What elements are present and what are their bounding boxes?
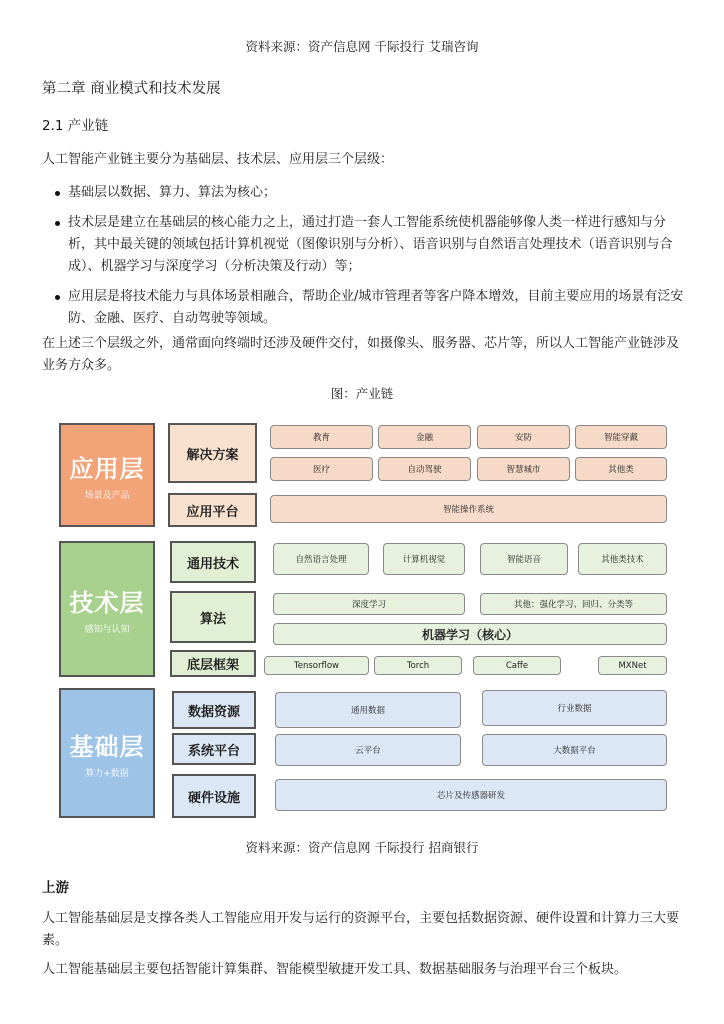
solution-item: 智能穿戴 <box>575 425 667 449</box>
tech-layer-block <box>59 541 155 677</box>
solution-item: 自动驾驶 <box>378 457 471 481</box>
intro-text: 人工智能产业链主要分为基础层、技术层、应用层三个层级： <box>42 152 394 167</box>
platform-item: 智能操作系统 <box>270 495 667 523</box>
solution-item: 其他类 <box>575 457 667 481</box>
cat-hardware: 硬件设施 <box>172 774 256 818</box>
solution-item: 安防 <box>477 425 570 449</box>
chapter-title: 第二章 商业模式和技术发展 <box>42 81 221 97</box>
cat-framework: 底层框架 <box>170 650 256 677</box>
solution-item: 医疗 <box>270 457 373 481</box>
app-layer-subtitle: 场景及产品 <box>84 491 130 501</box>
bullet-list <box>42 182 686 338</box>
algorithm-item: 深度学习 <box>273 593 465 615</box>
solution-item: 金融 <box>378 425 471 449</box>
general-tech-item: 智能语音 <box>480 543 568 575</box>
data-resource-item: 通用数据 <box>275 692 461 728</box>
framework-item: Torch <box>374 656 462 675</box>
data-resource-item: 行业数据 <box>482 690 667 726</box>
section-title: 2.1 产业链 <box>42 118 109 134</box>
tech-layer-title: 技术层 <box>69 589 145 617</box>
framework-item: Caffe <box>473 656 561 675</box>
solution-item: 教育 <box>270 425 373 449</box>
app-layer-block <box>59 423 155 527</box>
source-note-top: 资料来源：资产信息网 千际投行 艾瑞咨询 <box>245 39 479 54</box>
general-tech-item: 计算机视觉 <box>383 543 465 575</box>
bullet-base-layer: 基础层以数据、算力、算法为核心； <box>42 182 686 204</box>
cat-data-resources: 数据资源 <box>172 691 256 729</box>
cat-algorithm: 算法 <box>170 591 256 643</box>
framework-item: MXNet <box>598 656 667 675</box>
general-tech-item: 自然语言处理 <box>273 543 369 575</box>
base-layer-subtitle: 算力+数据 <box>85 769 129 779</box>
cat-app-platform: 应用平台 <box>168 493 257 527</box>
upstream-paragraph-1: 人工智能基础层是支撑各类人工智能应用开发与运行的资源平台，主要包括数据资源、硬件设置和计算力三大要素。 <box>42 911 680 948</box>
base-layer-title: 基础层 <box>69 733 145 761</box>
tech-layer-subtitle: 感知与认知 <box>84 625 130 635</box>
base-layer-block <box>59 688 155 818</box>
bullet-tech-layer: 技术层是建立在基础层的核心能力之上，通过打造一套人工智能系统使机器能够像人类一样进行感知与分析，其中最关键的领域包括计算机视觉（图像识别与分析）、语音识别与自然语言处理技术（语音识别与合成）、机器学习与深度学习（分析决策及行动）等； <box>42 212 686 278</box>
general-tech-item: 其他类技术 <box>578 543 667 575</box>
system-platform-item: 大数据平台 <box>482 734 667 766</box>
algorithm-item: 其他：强化学习、回归、分类等 <box>480 593 667 615</box>
hardware-item: 芯片及传感器研发 <box>275 779 667 811</box>
paragraph-hardware: 在上述三个层级之外，通常面向终端时还涉及硬件交付，如摄像头、服务器、芯片等，所以人工智能产业链涉及业务方众多。 <box>42 336 680 373</box>
cat-system-platform: 系统平台 <box>172 733 256 765</box>
upstream-heading: 上游 <box>42 880 69 896</box>
framework-item: Tensorflow <box>264 656 369 675</box>
app-layer-title: 应用层 <box>69 455 145 483</box>
source-note-bottom: 资料来源：资产信息网 千际投行 招商银行 <box>245 840 479 855</box>
system-platform-item: 云平台 <box>275 734 461 766</box>
upstream-paragraph-2: 人工智能基础层主要包括智能计算集群、智能模型敏捷开发工具、数据基础服务与治理平台三个板块。 <box>42 962 628 977</box>
cat-solutions: 解决方案 <box>168 423 257 483</box>
ml-core-item: 机器学习（核心） <box>273 623 667 645</box>
bullet-app-layer: 应用层是将技术能力与具体场景相融合，帮助企业/城市管理者等客户降本增效，目前主要应用的场景有泛安防、金融、医疗、自动驾驶等领域。 <box>42 286 686 330</box>
figure-caption: 图：产业链 <box>330 386 394 401</box>
cat-general-tech: 通用技术 <box>170 541 256 583</box>
solution-item: 智慧城市 <box>477 457 570 481</box>
